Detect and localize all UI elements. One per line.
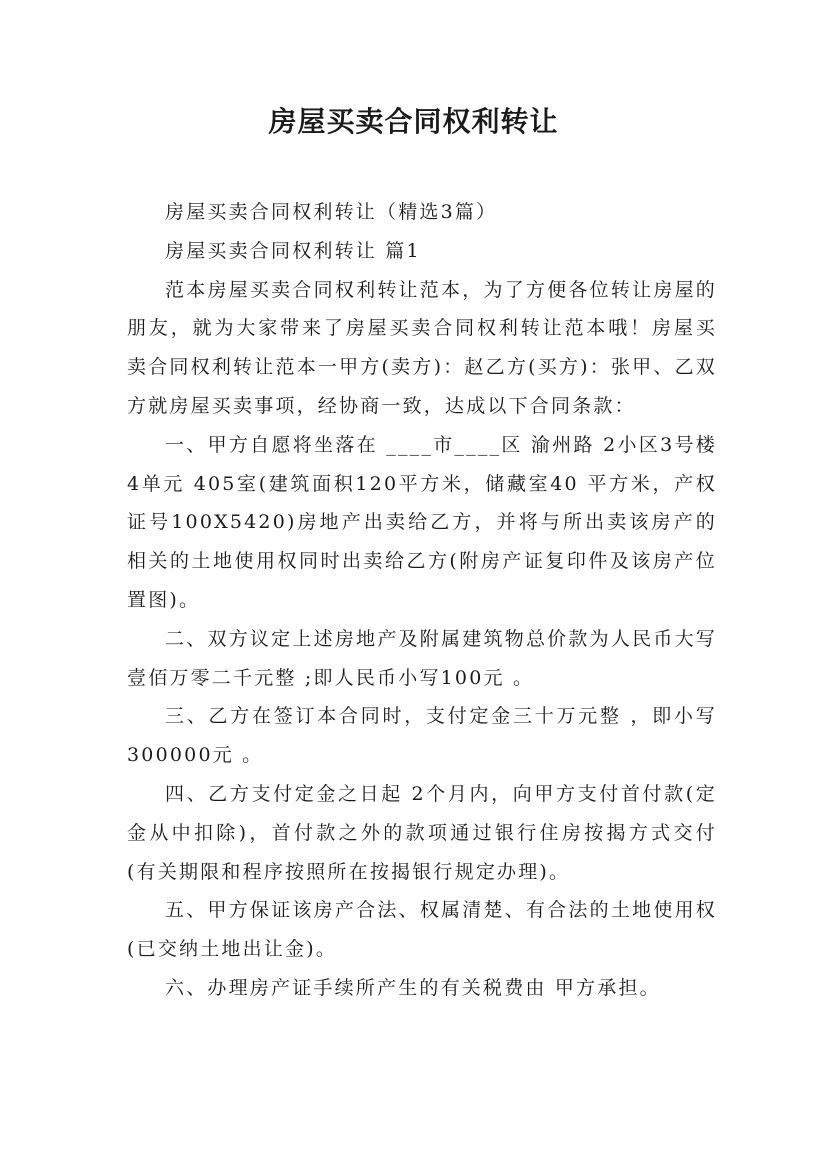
paragraph-clause-4: 四、乙方支付定金之日起 2个月内，向甲方支付首付款(定金从中扣除)，首付款之外的款项通过银行住房按揭方式交付(有关期限和程序按照所在按揭银行规定办理)。 bbox=[127, 782, 717, 883]
document-title: 房屋买卖合同权利转让 bbox=[268, 105, 559, 138]
paragraph-subtitle: 房屋买卖合同权利转让（精选3篇） bbox=[165, 201, 498, 223]
paragraph-clause-2: 二、双方议定上述房地产及附属建筑物总价款为人民币大写壹佰万零二千元整 ;即人民币小写100元 。 bbox=[127, 627, 717, 689]
document-body bbox=[127, 193, 717, 1008]
paragraph-clause-5: 五、甲方保证该房产合法、权属清楚、有合法的土地使用权(已交纳土地出让金)。 bbox=[127, 899, 717, 961]
paragraph-section-heading: 房屋买卖合同权利转让 篇1 bbox=[165, 239, 421, 262]
paragraph-clause-1: 一、甲方自愿将坐落在 ____市____区 渝州路 2小区3号楼 4单元 405室(建筑面积120平方米，储藏室40 平方米，产权证号100X5420)房地产出卖给乙方，并将与所出卖该房产的相关的土地使用权同时出卖给乙方(附房产证复印件及该房产位置图)。 bbox=[127, 433, 717, 611]
paragraph-clause-3: 三、乙方在签订本合同时，支付定金三十万元整 ，即小写300000元 。 bbox=[127, 705, 717, 767]
paragraph-clause-6: 六、办理房产证手续所产生的有关税费由 甲方承担。 bbox=[165, 976, 661, 999]
paragraph-intro: 范本房屋买卖合同权利转让范本，为了方便各位转让房屋的朋友，就为大家带来了房屋买卖合同权利转让范本哦！房屋买卖合同权利转让范本一甲方(卖方)：赵乙方(买方)：张甲、乙双方就房屋买卖事项，经协商一致，达成以下合同条款： bbox=[127, 278, 717, 417]
